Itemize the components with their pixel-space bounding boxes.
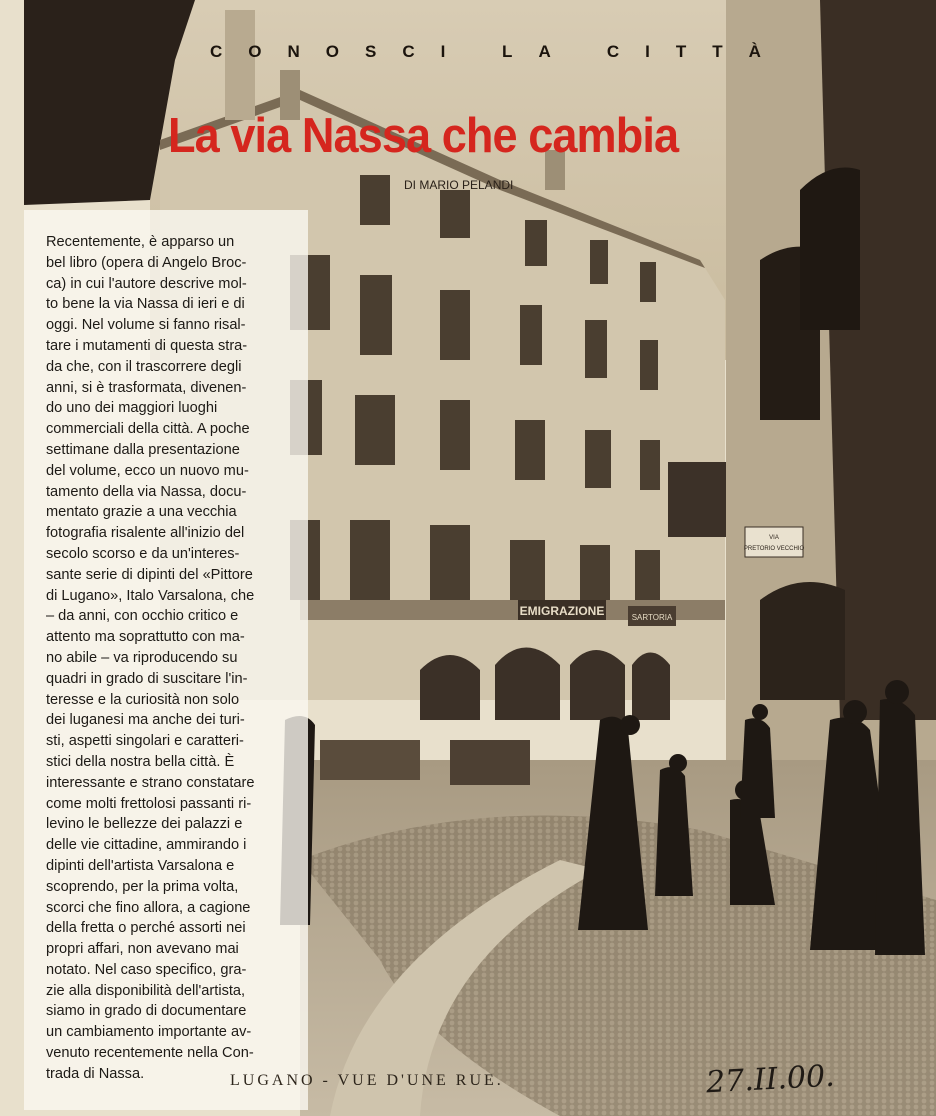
photo-caption: LUGANO - VUE D'UNE RUE. [230,1072,504,1089]
sartoria-sign: SARTORIA [631,613,673,622]
svg-text:PRETORIO VECCHIO: PRETORIO VECCHIO [743,546,805,552]
street-sign: VIA [769,535,779,541]
handwritten-date: 27.II.00. [705,1058,836,1101]
article-byline: DI MARIO PELANDI [404,178,514,192]
section-kicker: CONOSCI LA CITTÀ [210,42,787,61]
article-title: La via Nassa che cambia [168,109,679,163]
emigrazione-sign: EMIGRAZIONE [519,604,605,618]
article-body: Recentemente, è apparso un bel libro (opera di Angelo Broc- ca) in cui l'autore descrive mol- to bene la via Nassa di ieri e di oggi. Nel volume si fanno risal- tare i mutamenti di questa stra- da che, con il trascorrere degli anni, si è trasformata, divenen- do uno dei maggiori luoghi commerciali della città. A poche settimane dalla presentazione del volume, ecco un nuovo mu- tamento della via Nassa, docu- mentato grazie a una vecchia fotografia risalente all'inizio del secolo scorso e da un'interes- sante serie di dipinti del «Pittore di Lugano», Italo Varsalona, che – da anni, con occhio critico e attento ma soprattutto con ma- no abile – va riproducendo su quadri in grado di suscitare l'in- teresse e la curiosità non solo dei luganesi ma anche dei turi- sti, aspetti singolari e caratteri- stici della nostra bella città. È interessante e strano constatare come molti frettolosi passanti ri- levino le bellezze dei palazzi e delle vie cittadine, ammirando i dipinti dell'artista Varsalona e scoprendo, per la prima volta, scorci che fino allora, a cagione della fretta o perché assorti nei propri affari, non avevano mai notato. Nel caso specifico, gra- zie alla disponibilità dell'artista, siamo in grado di documentare un cambiamento importante av- venuto recentemente nella Con- trada di Nassa. [46,234,255,1082]
